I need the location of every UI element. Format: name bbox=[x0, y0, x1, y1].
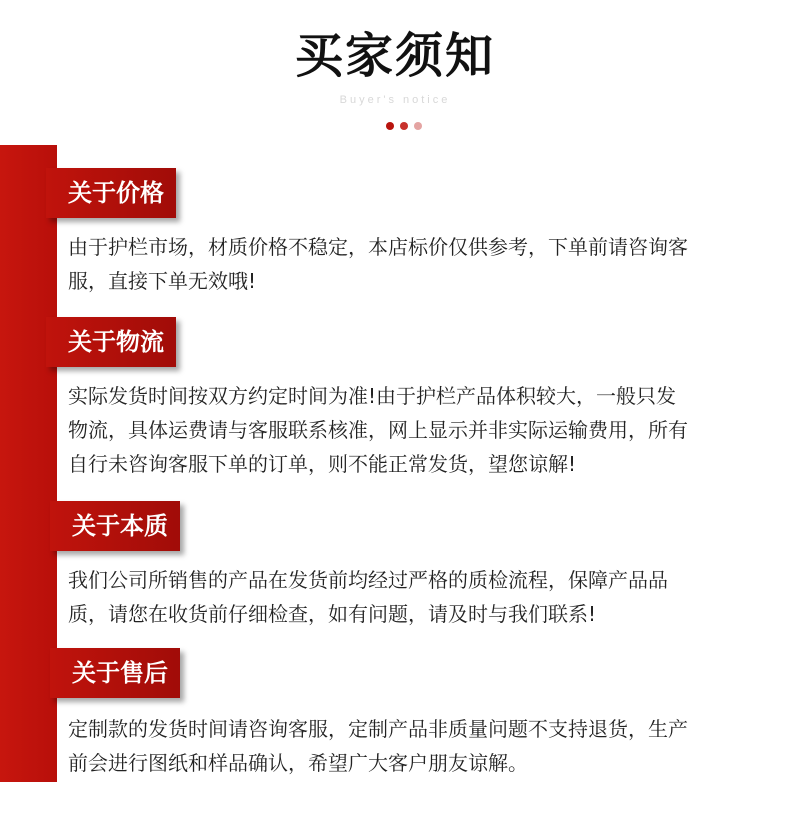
text-line: 前会进行图纸和样品确认，希望广大客户朋友谅解。 bbox=[68, 751, 528, 775]
text-line: 由于护栏市场，材质价格不稳定，本店标价仅供参考，下单前请咨询客 bbox=[68, 235, 688, 259]
dot-2 bbox=[400, 122, 408, 130]
text-line: 实际发货时间按双方约定时间为准!由于护栏产品体积较大，一般只发 bbox=[68, 384, 677, 408]
text-line: 服，直接下单无效哦! bbox=[68, 269, 257, 293]
heading-after-sales: 关于售后 bbox=[50, 648, 180, 698]
section-after-sales-text bbox=[68, 712, 768, 780]
page-subtitle: Buyer's notice bbox=[339, 94, 451, 106]
section-quality-text bbox=[68, 563, 768, 631]
heading-logistics: 关于物流 bbox=[46, 317, 176, 367]
text-line: 质，请您在收货前仔细检查，如有问题，请及时与我们联系! bbox=[68, 602, 597, 626]
text-line: 自行未咨询客服下单的订单，则不能正常发货，望您谅解! bbox=[68, 452, 577, 476]
left-accent-bar bbox=[0, 145, 57, 782]
decorative-dots bbox=[386, 122, 422, 130]
section-price-text bbox=[68, 230, 768, 298]
page-title: 买家须知 bbox=[294, 28, 495, 84]
text-line: 我们公司所销售的产品在发货前均经过严格的质检流程，保障产品品 bbox=[68, 568, 668, 592]
text-line: 定制款的发货时间请咨询客服，定制产品非质量问题不支持退货，生产 bbox=[68, 717, 688, 741]
section-logistics-text bbox=[68, 379, 768, 481]
heading-quality: 关于本质 bbox=[50, 501, 180, 551]
text-line: 物流，具体运费请与客服联系核准，网上显示并非实际运输费用，所有 bbox=[68, 418, 688, 442]
dot-3 bbox=[414, 122, 422, 130]
dot-1 bbox=[386, 122, 394, 130]
heading-price: 关于价格 bbox=[46, 168, 176, 218]
